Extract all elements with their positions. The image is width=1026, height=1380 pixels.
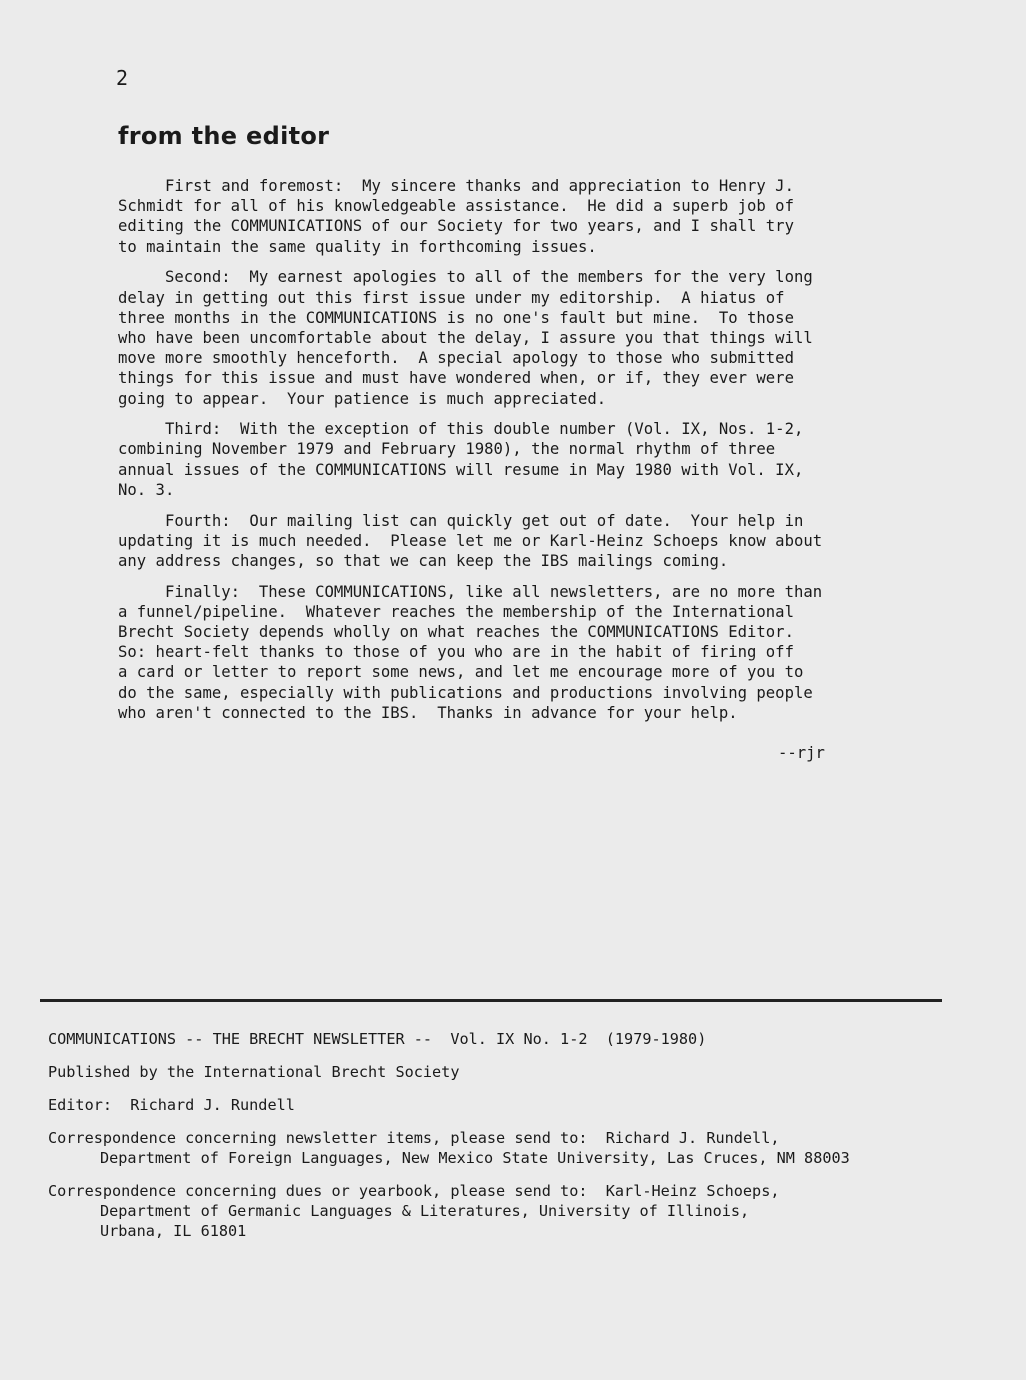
newsletter-correspondence-line-1: Correspondence concerning newsletter items, please send to: Richard J. Rundell, [48,1129,780,1147]
paragraph-finally: Finally: These COMMUNICATIONS, like all newsletters, are no more than a funnel/pipeline. Whatever reaches the membership of the International Brecht Society depends wholly on what reaches the COMMUNICATIONS Editor. So: heart-felt thanks to those of you who are in the habit of firing off a card or letter to report some news, and let me encourage more of you to do the same, especially with publications and productions involving people who aren't connected to the IBS. Thanks in advance for your help. [118,582,823,722]
editor-line: Editor: Richard J. Rundell [48,1096,295,1114]
masthead-divider [40,999,942,1002]
dues-correspondence [48,1181,968,1241]
page-number: 2 [116,66,129,90]
paragraph-first: First and foremost: My sincere thanks and appreciation to Henry J. Schmidt for all of his knowledgeable assistance. He did a superb job of editing the COMMUNICATIONS of our Society for two years, and I shall try to maintain the same quality in forthcoming issues. [118,177,794,256]
dues-correspondence-line-1: Correspondence concerning dues or yearbook, please send to: Karl-Heinz Schoeps, [48,1182,780,1200]
editor-letter [118,176,908,734]
paragraph-fourth: Fourth: Our mailing list can quickly get out of date. Your help in updating it is much needed. Please let me or Karl-Heinz Schoeps know about any address changes, so that we can keep the IBS mailings coming. [118,511,823,570]
newsletter-correspondence-line-2: Department of Foreign Languages, New Mexico State University, Las Cruces, NM 88003 [100,1149,850,1167]
publisher-line: Published by the International Brecht Society [48,1063,460,1081]
dues-correspondence-line-3: Urbana, IL 61801 [100,1222,247,1240]
newsletter-correspondence [48,1128,968,1168]
masthead-title: COMMUNICATIONS -- THE BRECHT NEWSLETTER -- Vol. IX No. 1-2 (1979-1980) [48,1030,707,1048]
paragraph-third: Third: With the exception of this double number (Vol. IX, Nos. 1-2, combining November 1979 and February 1980), the normal rhythm of three annual issues of the COMMUNICATIONS will resume in May 1980 with Vol. IX, No. 3. [118,420,804,499]
dues-correspondence-line-2: Department of Germanic Languages & Literatures, University of Illinois, [100,1202,750,1220]
paragraph-second: Second: My earnest apologies to all of the members for the very long delay in getting out this first issue under my editorship. A hiatus of three months in the COMMUNICATIONS is no one's fault but mine. To those who have been uncomfortable about the delay, I assure you that things will move more smoothly henceforth. A special apology to those who submitted things for this issue and must have wondered when, or if, they ever were going to appear. Your patience is much appreciated. [118,268,813,408]
editor-signature: --rjr [778,744,825,762]
section-heading: from the editor [118,122,330,150]
masthead [48,1029,968,1254]
